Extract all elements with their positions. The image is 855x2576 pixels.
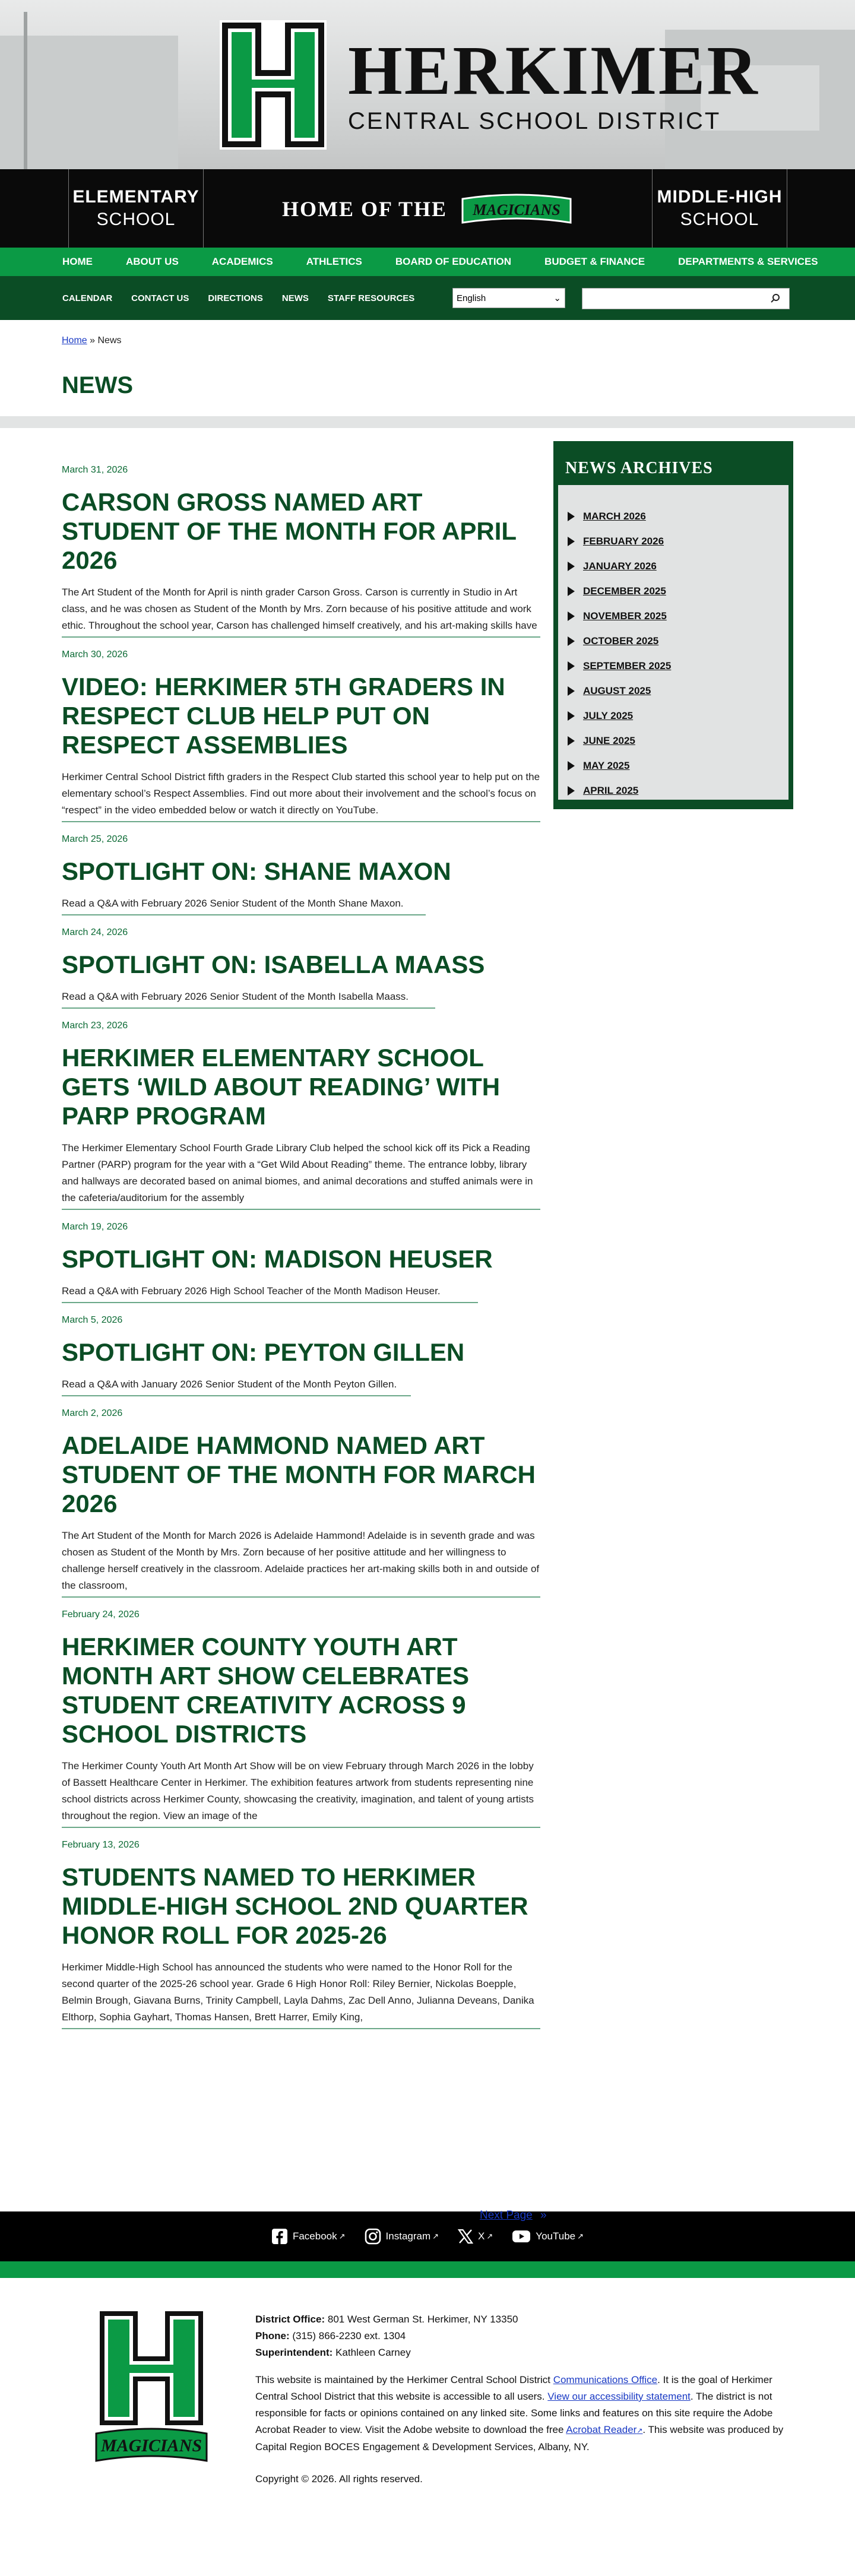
- middle-high-sub: SCHOOL: [680, 210, 759, 229]
- post-date: March 23, 2026: [62, 1021, 128, 1031]
- breadcrumb-separator: »: [90, 335, 96, 346]
- district-title: HERKIMER: [348, 31, 759, 109]
- elementary-school-link[interactable]: [68, 169, 204, 248]
- archive-item: [568, 604, 788, 629]
- search-box: [582, 288, 790, 309]
- triangle-right-icon: [568, 736, 575, 746]
- nav-contact-us[interactable]: CONTACT US: [131, 293, 189, 303]
- post-divider: [62, 1302, 478, 1303]
- post-title-link[interactable]: STUDENTS NAMED TO HERKIMER MIDDLE-HIGH SCHOOL 2ND QUARTER HONOR ROLL FOR 2025-26: [62, 1863, 528, 1949]
- post-title-link[interactable]: SPOTLIGHT ON: PEYTON GILLEN: [62, 1338, 465, 1366]
- breadcrumb-home[interactable]: Home: [62, 335, 87, 346]
- archive-link[interactable]: FEBRUARY 2026: [583, 536, 664, 547]
- elementary-sub: SCHOOL: [96, 210, 176, 229]
- post-divider: [62, 2028, 540, 2029]
- external-link-icon: ↗: [338, 2232, 346, 2241]
- nav-staff-resources[interactable]: STAFF RESOURCES: [327, 293, 415, 303]
- post-title-link[interactable]: HERKIMER ELEMENTARY SCHOOL GETS ‘WILD ABOUT READING’ WITH PARP PROGRAM: [62, 1044, 501, 1130]
- archive-item: [568, 704, 788, 728]
- post-excerpt: Read a Q&A with February 2026 Senior Student of the Month Shane Maxon.: [62, 898, 404, 909]
- middle-high-school-link[interactable]: [652, 169, 787, 248]
- elementary-label: ELEMENTARY: [72, 187, 200, 207]
- triangle-right-icon: [568, 636, 575, 646]
- next-page-link[interactable]: Next Page: [480, 2209, 533, 2222]
- post-divider: [62, 636, 540, 638]
- footer-disclaimer: This website is maintained by the Herkimer Central School District Communications Office. It is the goal of Herkimer Central School District that this website is accessible to all users. View our accessibility statement. The district is not responsible for facts or opinions contained on any linked site. Some links and features on this site require the Adobe Acrobat Reader to view. Visit the Adobe website to download the free Acrobat Reader↗. This website was produced by Capital Region BOCES Engagement & Development Services, Albany, NY.: [255, 2374, 784, 2453]
- site-header: [0, 0, 855, 320]
- archive-link[interactable]: JANUARY 2026: [583, 560, 657, 572]
- post-date: March 2, 2026: [62, 1408, 123, 1418]
- youtube-label: YouTube: [536, 2230, 576, 2242]
- instagram-label: Instagram: [385, 2230, 431, 2242]
- archive-link[interactable]: DECEMBER 2025: [583, 585, 666, 597]
- post-excerpt: Herkimer Central School District fifth graders in the Respect Club started this school year to help put on the elementary school’s Respect Assemblies. Find out more about their involvement and the school’s focus on “respect” in the video embedded below or watch it directly on YouTube.: [62, 771, 540, 816]
- news-post: [62, 1840, 540, 2029]
- post-date: March 5, 2026: [62, 1315, 123, 1325]
- post-date: March 25, 2026: [62, 834, 128, 844]
- flagpole: [24, 12, 27, 169]
- facebook-label: Facebook: [292, 2230, 337, 2242]
- post-divider: [62, 914, 426, 915]
- post-divider: [62, 1209, 540, 1210]
- secondary-nav: [0, 276, 855, 320]
- archive-link[interactable]: MARCH 2026: [583, 511, 646, 522]
- news-post: [62, 465, 540, 638]
- triangle-right-icon: [568, 686, 575, 696]
- news-post: [62, 1021, 540, 1210]
- post-date: March 24, 2026: [62, 927, 128, 937]
- archive-link[interactable]: APRIL 2025: [583, 785, 639, 796]
- archive-item: [568, 504, 788, 529]
- post-title-link[interactable]: CARSON GROSS NAMED ART STUDENT OF THE MONTH FOR APRIL 2026: [62, 488, 517, 574]
- external-link-icon: ↗: [636, 2426, 643, 2435]
- post-divider: [62, 1395, 411, 1396]
- instagram-icon: [365, 2228, 381, 2245]
- archive-item: [568, 554, 788, 579]
- post-date: February 13, 2026: [62, 1840, 140, 1850]
- nav-budget-finance[interactable]: BUDGET & FINANCE: [544, 256, 645, 267]
- triangle-right-icon: [568, 661, 575, 671]
- accessibility-statement-link[interactable]: View our accessibility statement: [547, 2391, 691, 2402]
- archive-item: [568, 629, 788, 654]
- nav-news[interactable]: NEWS: [281, 293, 309, 303]
- h-logo-icon: [220, 20, 327, 150]
- post-title-link[interactable]: HERKIMER COUNTY YOUTH ART MONTH ART SHOW CELEBRATES STUDENT CREATIVITY ACROSS 9 SCHOOL DISTRICTS: [62, 1633, 469, 1748]
- archives-list: [558, 485, 788, 800]
- district-phone: Phone: (315) 866-2230 ext. 1304: [255, 2330, 406, 2341]
- acrobat-reader-link[interactable]: Acrobat Reader↗: [566, 2424, 643, 2435]
- post-date: March 30, 2026: [62, 649, 128, 660]
- superintendent: Superintendent: Kathleen Carney: [255, 2347, 411, 2358]
- site-footer: [0, 2211, 855, 2576]
- news-main: [0, 428, 855, 2222]
- youtube-icon: [512, 2229, 531, 2244]
- post-divider: [62, 1827, 540, 1828]
- copyright: Copyright © 2026. All rights reserved.: [255, 2473, 423, 2485]
- news-list: [62, 453, 540, 2029]
- social-links: [0, 2211, 855, 2261]
- home-of-text: HOME OF THE: [282, 197, 448, 221]
- triangle-right-icon: [568, 537, 575, 546]
- magicians-wordmark-icon: [460, 191, 573, 227]
- archive-item: [568, 778, 788, 803]
- triangle-right-icon: [568, 761, 575, 771]
- district-office: District Office: 801 West German St. Herkimer, NY 13350: [255, 2314, 518, 2325]
- post-divider: [62, 1007, 435, 1009]
- primary-nav: [0, 248, 855, 276]
- news-post: [62, 1222, 540, 1303]
- language-select[interactable]: [452, 288, 565, 308]
- middle-high-label: MIDDLE-HIGH: [657, 187, 783, 207]
- archive-link[interactable]: SEPTEMBER 2025: [583, 660, 672, 671]
- footer-info: [255, 2311, 793, 2488]
- post-title-link[interactable]: ADELAIDE HAMMOND NAMED ART STUDENT OF THE MONTH FOR MARCH 2026: [62, 1431, 536, 1517]
- news-post: [62, 1408, 540, 1598]
- post-title-link[interactable]: SPOTLIGHT ON: SHANE MAXON: [62, 857, 451, 885]
- nav-board-of-education[interactable]: BOARD OF EDUCATION: [395, 256, 512, 267]
- external-link-icon: ↗: [486, 2232, 493, 2241]
- post-excerpt: Read a Q&A with February 2026 Senior Student of the Month Isabella Maass.: [62, 991, 409, 1002]
- archive-item: [568, 654, 788, 679]
- post-excerpt: Read a Q&A with February 2026 High School Teacher of the Month Madison Heuser.: [62, 1285, 441, 1297]
- archive-link[interactable]: AUGUST 2025: [583, 685, 651, 696]
- post-title-link[interactable]: SPOTLIGHT ON: ISABELLA MAASS: [62, 950, 485, 978]
- next-arrow: »: [540, 2209, 547, 2222]
- page-title: NEWS: [0, 350, 855, 428]
- news-post: [62, 1609, 540, 1828]
- triangle-right-icon: [568, 786, 575, 796]
- triangle-right-icon: [568, 711, 575, 721]
- district-name: [348, 31, 759, 135]
- nav-athletics[interactable]: ATHLETICS: [306, 256, 362, 267]
- news-archives: [553, 441, 793, 809]
- nav-calendar[interactable]: CALENDAR: [62, 293, 113, 303]
- post-date: March 31, 2026: [62, 465, 128, 475]
- news-post: [62, 927, 540, 1009]
- post-divider: [62, 1596, 540, 1598]
- external-link-icon: ↗: [577, 2232, 584, 2241]
- archive-link[interactable]: MAY 2025: [583, 760, 630, 771]
- archive-link[interactable]: NOVEMBER 2025: [583, 610, 667, 622]
- school-bar: [0, 169, 855, 248]
- archive-item: [568, 679, 788, 704]
- archive-link[interactable]: OCTOBER 2025: [583, 635, 659, 647]
- post-date: March 19, 2026: [62, 1222, 128, 1232]
- language-selected: English: [457, 293, 486, 303]
- nav-about-us[interactable]: ABOUT US: [126, 256, 179, 267]
- triangle-right-icon: [568, 512, 575, 521]
- facebook-link[interactable]: [271, 2228, 346, 2245]
- news-post: [62, 834, 540, 915]
- instagram-link[interactable]: [365, 2228, 439, 2245]
- post-title-link[interactable]: SPOTLIGHT ON: MADISON HEUSER: [62, 1245, 493, 1273]
- header-banner: [0, 0, 855, 169]
- nav-directions[interactable]: DIRECTIONS: [208, 293, 263, 303]
- archive-link[interactable]: JULY 2025: [583, 710, 634, 721]
- x-link[interactable]: [458, 2229, 493, 2244]
- triangle-right-icon: [568, 562, 575, 571]
- home-of-the-magicians: [282, 191, 573, 227]
- post-excerpt: The Art Student of the Month for March 2026 is Adelaide Hammond! Adelaide is in seventh grade and was chosen as Student of the Month by Mrs. Zorn because of her positive attitude and her willingness to challenge herself creatively in the classroom. Adelaide practices her art-making skills both in and outside of the classroom,: [62, 1530, 540, 1591]
- triangle-right-icon: [568, 611, 575, 621]
- x-icon: [458, 2229, 473, 2244]
- post-excerpt: Herkimer Middle-High School has announced the students who were named to the Honor Roll for the second quarter of the 2025-26 school year. Grade 6 High Honor Roll: Riley Bernier, Nickolas Boepple, Belmin Brough, Giavana Burns, Trinity Campbell, Layla Dahms, Zac Dell Anno, Julianna Deveans, Danika Elthorp, Sophia Gayhart, Thomas Hansen, Brett Harrer, Emily King,: [62, 1962, 534, 2023]
- archive-item: [568, 753, 788, 778]
- news-post: [62, 1315, 540, 1396]
- chevron-down-icon: ⌄: [553, 293, 561, 303]
- triangle-right-icon: [568, 587, 575, 596]
- post-excerpt: The Herkimer Elementary School Fourth Grade Library Club helped the school kick off its Pick a Reading Partner (PARP) program for the year with a “Get Wild About Reading” theme. The entrance lobby, library and hallways are decorated based on animal biomes, and animal decorations and stuffed animals were in the cafeteria/auditorium for the assembly: [62, 1142, 533, 1203]
- nav-academics[interactable]: ACADEMICS: [211, 256, 273, 267]
- search-icon[interactable]: [770, 293, 781, 304]
- footer-logo-icon: [95, 2309, 208, 2464]
- district-subtitle: CENTRAL SCHOOL DISTRICT: [348, 107, 721, 134]
- archives-title: NEWS ARCHIVES: [565, 459, 713, 477]
- news-post: [62, 649, 540, 822]
- svg-text:MAGICIANS: MAGICIANS: [100, 2436, 202, 2455]
- nav-home[interactable]: HOME: [62, 256, 93, 267]
- post-excerpt: Read a Q&A with January 2026 Senior Student of the Month Peyton Gillen.: [62, 1379, 397, 1390]
- x-label: X: [478, 2230, 485, 2242]
- facebook-icon: [271, 2228, 288, 2245]
- youtube-link[interactable]: [512, 2229, 584, 2244]
- pagination: [480, 2209, 547, 2222]
- post-excerpt: The Herkimer County Youth Art Month Art Show will be on view February through March 2026 in the lobby of Bassett Healthcare Center in Herkimer. The exhibition features artwork from students representing nine school districts across Herkimer County, showcasing the creativity, imagination, and talent of young artists throughout the region. View an image of the: [62, 1760, 534, 1821]
- archive-item: [568, 529, 788, 554]
- archive-item: [568, 728, 788, 753]
- external-link-icon: ↗: [432, 2232, 439, 2241]
- nav-departments-services[interactable]: DEPARTMENTS & SERVICES: [678, 256, 818, 267]
- communications-office-link[interactable]: Communications Office: [553, 2374, 658, 2385]
- svg-text:MAGICIANS: MAGICIANS: [473, 201, 560, 218]
- breadcrumb-current: News: [97, 335, 122, 346]
- post-divider: [62, 821, 540, 822]
- search-input[interactable]: [582, 289, 761, 309]
- footer-strip: [0, 2261, 855, 2278]
- archive-item: [568, 579, 788, 604]
- post-title-link[interactable]: VIDEO: HERKIMER 5TH GRADERS IN RESPECT CLUB HELP PUT ON RESPECT ASSEMBLIES: [62, 673, 505, 759]
- post-date: February 24, 2026: [62, 1609, 140, 1620]
- post-excerpt: The Art Student of the Month for April is ninth grader Carson Gross. Carson is currently in Studio in Art class, and he was chosen as Student of the Month by Mrs. Zorn because of his positive attitude and work ethic. Throughout the school year, Carson has challenged himself creatively, and his art-making skills have: [62, 587, 537, 631]
- footer-body: [0, 2278, 855, 2576]
- district-logo-link[interactable]: [220, 20, 759, 150]
- breadcrumb: [0, 320, 855, 350]
- archive-link[interactable]: JUNE 2025: [583, 735, 635, 746]
